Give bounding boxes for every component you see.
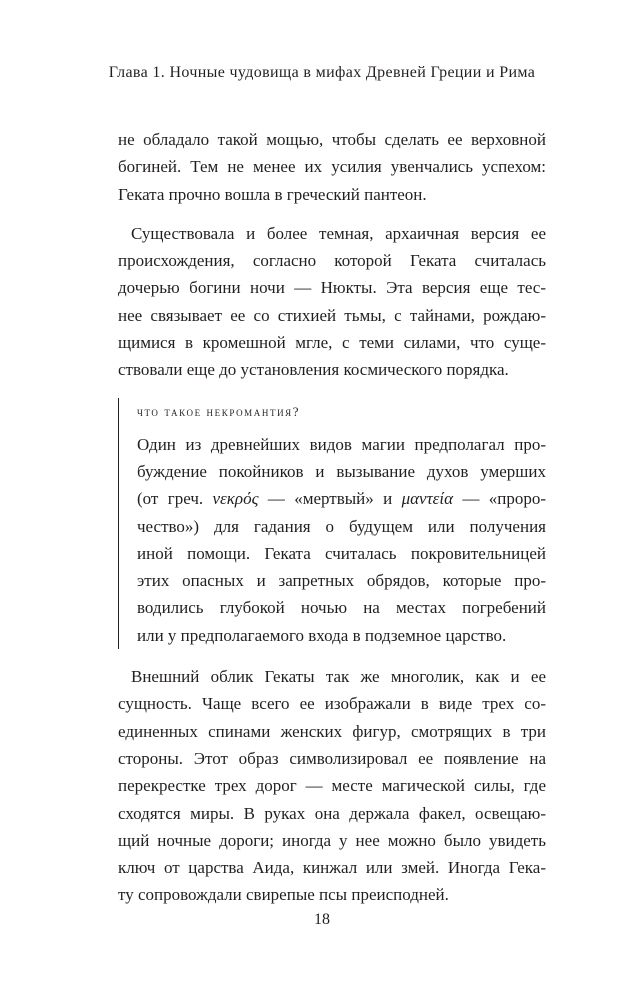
page-body [118,126,546,909]
text-line: щий ночные дороги; иногда у нее можно было увидеть [118,830,546,850]
text-line: нее связывает ее со стихией тьмы, с тайнами, рождаю- [118,305,546,325]
text-run: — «мертвый» и [258,489,402,509]
text-line: единенных спинами женских фигур, смотрящих в три [118,721,546,741]
text-line: не обладало такой мощью, чтобы сделать ее верховной [118,130,546,149]
text-line: сущность. Чаще всего ее изображали в виде трех со- [118,694,546,714]
text-line: или у предполагаемого входа в подземное царство. [137,625,507,645]
text-line: дочерью богини ночи — Нюкты. Эта версия еще тес- [118,278,546,298]
sidebar-title: что такое некромантия? [137,403,301,419]
sidebar-text [137,431,546,649]
text-line: стороны. Этот образ символизировал ее появление на [118,748,546,768]
text-line: чество») для гадания о будущем или получения [137,516,546,536]
text-run: (от греч. [137,489,213,509]
greek-word: νεκρός [212,489,259,509]
text-run: — «проро- [453,489,547,509]
text-line: этих опасных и запретных обрядов, которые про- [137,571,546,591]
text-line: ствовали еще до установления космического порядка. [118,360,509,380]
text-line: Существовала и более темная, архаичная версия ее [131,223,546,243]
text-line: Внешний облик Гекаты так же многолик, как и ее [131,667,546,687]
text-line: богиней. Тем не менее их усилия увенчались успехом: [118,157,546,177]
text-line: перекрестке трех дорог — месте магической силы, где [118,776,546,796]
text-line [137,485,546,512]
text-line: буждение покойников и вызывание духов умерших [137,461,546,481]
paragraph-2 [118,220,546,384]
text-line: ключ от царства Аида, кинжал или змей. Иногда Гека- [118,858,546,878]
text-line: сходятся миры. В руках она держала факел, освещаю- [118,803,546,823]
sidebar-box [118,398,546,649]
greek-word: μαντεία [401,489,454,509]
paragraph-3 [118,663,546,909]
text-line: происхождения, согласно которой Геката считалась [118,251,546,271]
page-number: 18 [314,911,330,928]
text-line: щимися в кромешной мгле, с теми силами, что суще- [118,333,546,353]
text-line: ту сопровождали свирепые псы преисподней. [118,885,449,905]
paragraph-1 [118,126,546,208]
text-line: водились глубокой ночью на местах погребений [137,598,546,618]
text-line: Один из древнейших видов магии предполагал про- [137,434,546,454]
text-line: Геката прочно вошла в греческий пантеон. [118,184,427,204]
text-line: иной помощи. Геката считалась покровительницей [137,543,546,563]
running-head: Глава 1. Ночные чудовища в мифах Древней Греции и Рима [108,64,536,81]
